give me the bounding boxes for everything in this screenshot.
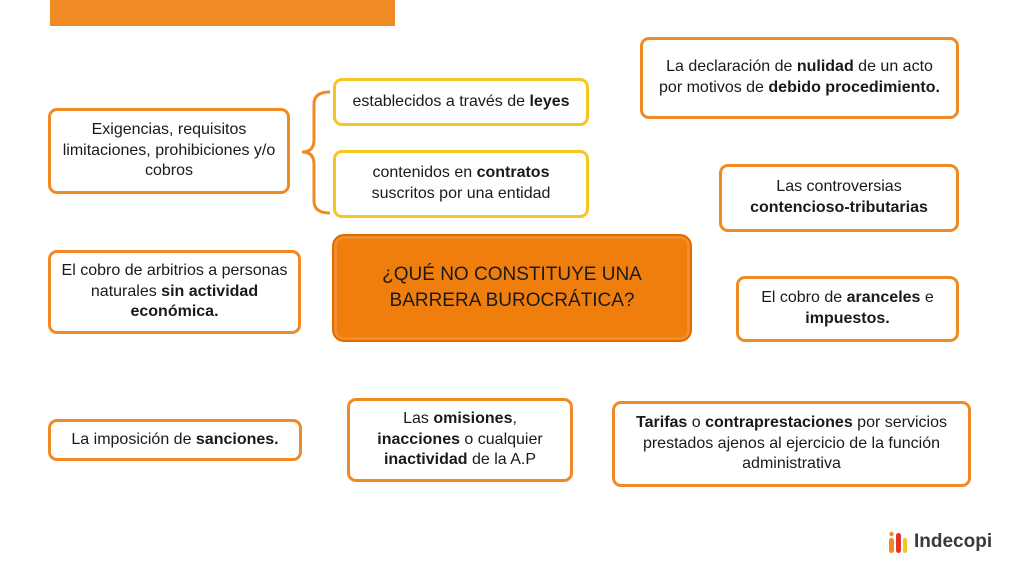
indecopi-logo-text: Indecopi [914, 531, 993, 552]
aranceles-pre: El cobro de [761, 289, 847, 307]
sanciones-bold: sanciones. [195, 430, 279, 448]
tarifas-bold2: contraprestaciones [705, 413, 853, 431]
controversias-pre: Las controversias [776, 178, 902, 196]
inactividad-post: de la A.P [467, 451, 537, 469]
tarifas-bold: Tarifas [636, 413, 688, 431]
box-omisiones [347, 398, 573, 482]
arbitrios-text: El cobro de arbitrios a personas naturales [61, 261, 288, 300]
indecopi-logo-icon [888, 530, 908, 554]
sanciones-text: La imposición de [71, 430, 196, 448]
tarifas-post: por servicios prestados ajenos al ejercicio de la función administrativa [642, 413, 947, 473]
tarifas-mid: o [687, 413, 706, 431]
inacciones-post: o cualquier [459, 430, 543, 448]
box-contratos [333, 150, 589, 218]
box-aranceles [736, 276, 959, 342]
box-controversias [719, 164, 959, 232]
nulidad-mid: de un acto por motivos de [659, 58, 933, 96]
central-question [332, 234, 692, 342]
aranceles-bold: aranceles [846, 289, 921, 307]
aranceles-bold2: impuestos. [805, 310, 890, 327]
box-tarifas [612, 401, 971, 487]
central-question-text: ¿QUÉ NO CONSTITUYE UNA BARRERA BUROCRÁTICA? [382, 264, 642, 311]
box-nulidad [640, 37, 959, 119]
controversias-bold: contencioso-tributarias [750, 199, 928, 216]
box-sanciones [48, 419, 302, 461]
top-accent-bar [50, 0, 395, 26]
contratos-bold: contratos [476, 164, 550, 182]
leyes-bold: leyes [529, 93, 570, 110]
inacciones-bold: inacciones [377, 430, 460, 448]
box-leyes [333, 78, 589, 126]
omisiones-pre: Las [403, 409, 434, 427]
omisiones-comma: , [512, 409, 517, 427]
leyes-text: establecidos a través de [352, 93, 530, 110]
nulidad-bold2: debido procedimiento. [768, 79, 940, 96]
curly-brace [300, 90, 334, 215]
indecopi-logo [888, 528, 992, 556]
aranceles-mid: e [920, 289, 934, 307]
contratos-text-pre: contenidos en [372, 164, 477, 182]
box-exigencias [48, 108, 290, 194]
nulidad-pre: La declaración de [666, 58, 797, 76]
arbitrios-bold: sin actividad económica. [130, 282, 259, 321]
nulidad-bold: nulidad [796, 58, 854, 76]
omisiones-bold: omisiones [433, 409, 513, 427]
inactividad-bold: inactividad [383, 451, 468, 469]
contratos-text-post: suscritos por una entidad [371, 185, 551, 202]
box-arbitrios [48, 250, 301, 334]
box-exigencias-text: Exigencias, requisitos limitaciones, prohibiciones y/o cobros [62, 120, 276, 180]
